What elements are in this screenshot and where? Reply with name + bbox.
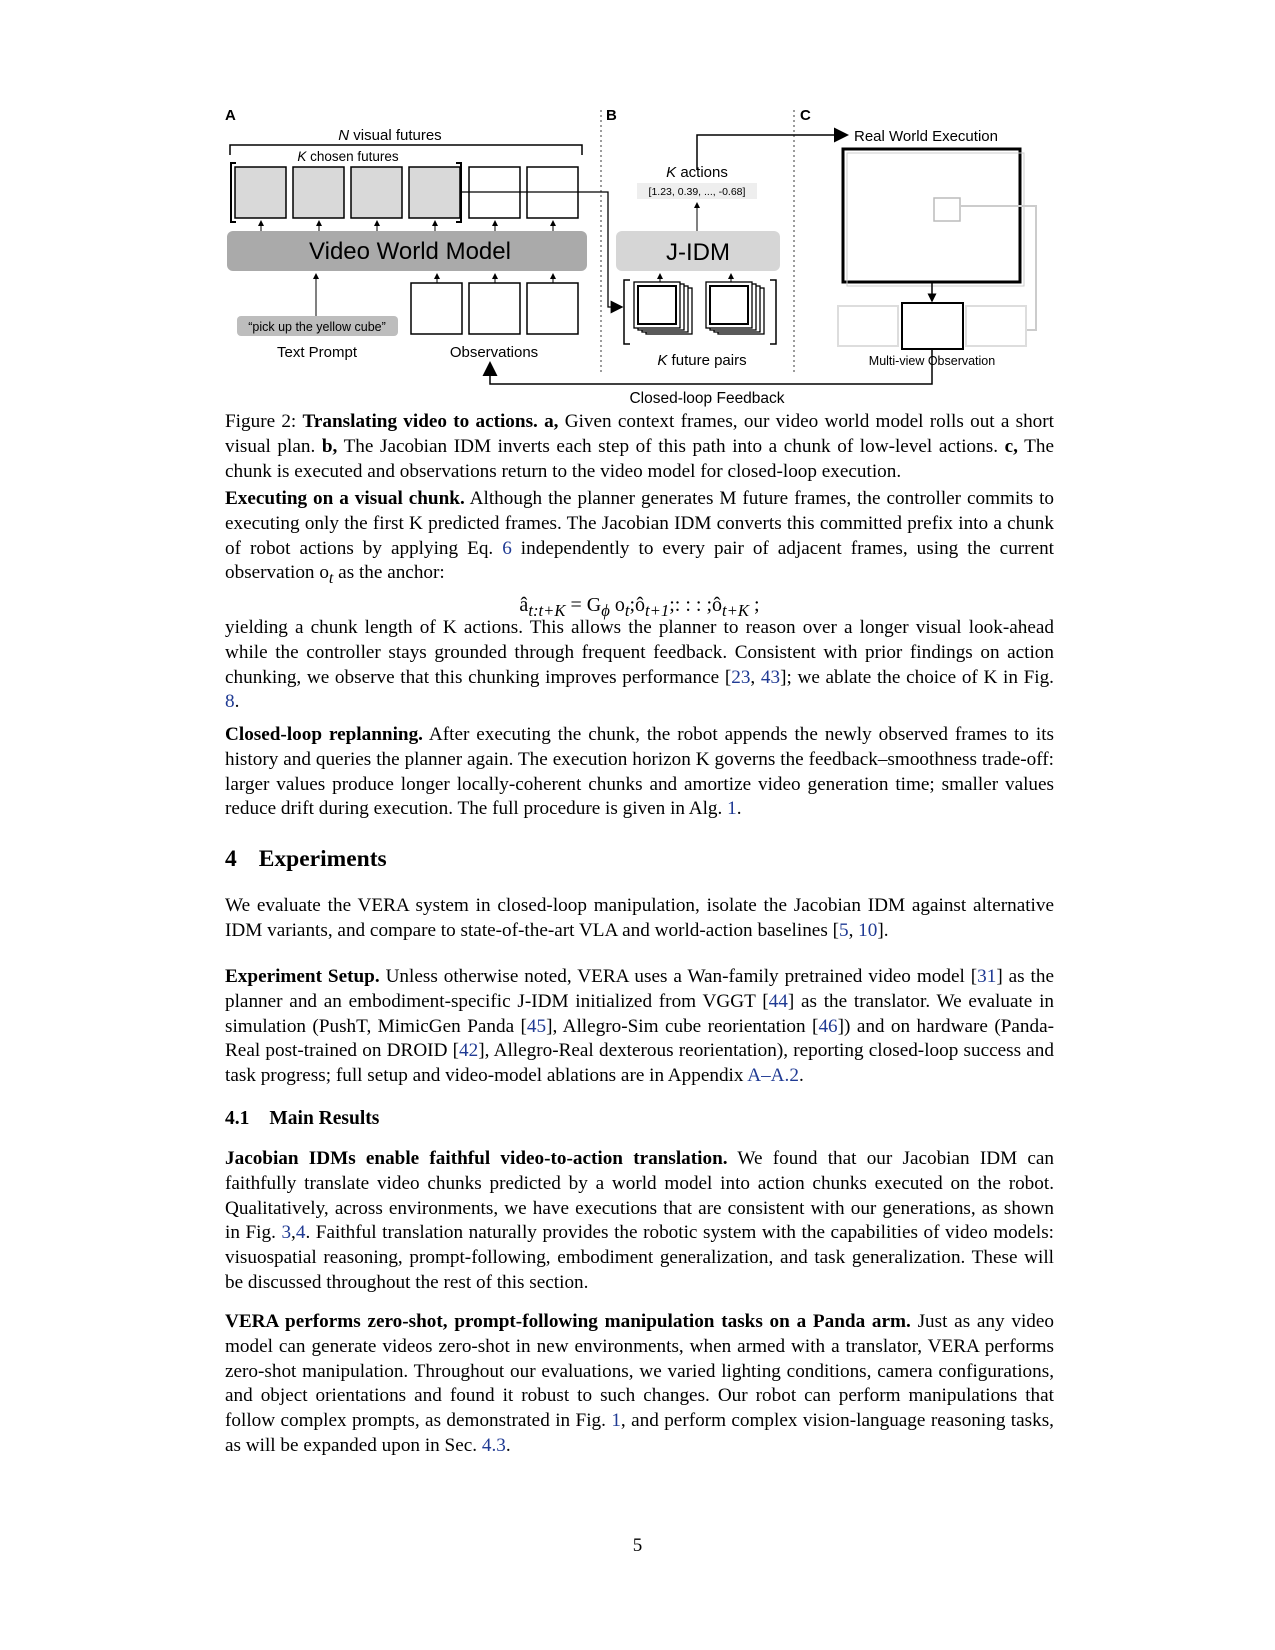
section-number: 4 bbox=[225, 846, 237, 872]
k-actions-label: K actions bbox=[666, 164, 728, 181]
paragraph-lead: Experiment Setup. bbox=[225, 966, 380, 987]
caption-prefix: Figure 2: bbox=[225, 411, 303, 432]
paragraph-text: ], Allegro-Real dexterous reorientation), reporting closed-loop success and task progress; full setup and video-model ablations are in Appendix bbox=[225, 1040, 1054, 1087]
paragraph-text: . bbox=[234, 691, 240, 713]
paragraph-text: , bbox=[848, 919, 859, 941]
paragraph-text: We evaluate the VERA system in closed-loop manipulation, isolate the Jacobian IDM against alternative IDM variants, and compare to state-of-the-art VLA and world-action baselines [ bbox=[225, 895, 1054, 941]
eq-args: ;: : : ;ô bbox=[669, 594, 723, 616]
figure-ref-link[interactable]: 3 bbox=[281, 1222, 292, 1244]
paragraph-text: ] as the planner and an embodiment-specific J-IDM initialized from VGGT [ bbox=[225, 966, 1054, 1012]
chosen-future-frame bbox=[235, 167, 286, 218]
eq-lhs: â bbox=[519, 594, 529, 616]
citation-link[interactable]: 43 bbox=[760, 666, 781, 688]
figure-2-diagram bbox=[0, 0, 1275, 410]
caption-c-label: c, bbox=[998, 435, 1018, 457]
section-ref-link[interactable]: 4.3 bbox=[481, 1434, 506, 1456]
chosen-future-frame bbox=[293, 167, 344, 218]
observation-frame bbox=[411, 283, 462, 334]
citation-link[interactable]: 23 bbox=[731, 666, 751, 688]
paragraph-yielding bbox=[225, 616, 1054, 715]
eq-args: ;ô bbox=[629, 594, 646, 616]
paragraph-text: ]; we ablate the choice of K in Fig. bbox=[780, 666, 1054, 688]
citation-link[interactable]: 46 bbox=[818, 1015, 838, 1037]
eq-subscript: t+K bbox=[722, 601, 750, 620]
eq-args: o bbox=[609, 594, 625, 616]
paragraph-text: yielding a chunk length of K actions. This allows the planner to reason over a longer visual look-ahead while the controller stays grounded through frequent feedback. Consistent with prior findings on action chunking, we observe that this chunking improves performance [ bbox=[225, 617, 1054, 688]
paragraph-text: , bbox=[291, 1222, 296, 1244]
multiview-ghost-right bbox=[966, 306, 1026, 346]
multiview-ghost-left bbox=[838, 306, 898, 346]
execution-inner-view bbox=[934, 198, 960, 221]
subsection-heading bbox=[225, 1108, 379, 1130]
observation-frame bbox=[469, 283, 520, 334]
paragraph-text: ] as the translator. We evaluate in simulation (PushT, MimicGen Panda [ bbox=[225, 990, 1054, 1037]
paragraph-text: Unless otherwise noted, VERA uses a Wan-family pretrained video model [ bbox=[379, 966, 978, 987]
eq-args: ; bbox=[749, 594, 760, 616]
citation-link[interactable]: 31 bbox=[977, 966, 997, 987]
paragraph-text: Just as any video model can generate videos zero-shot in new environments, when armed with a translator, VERA performs zero-shot manipulation. Throughout our evaluations, we varied lighting conditions, camera configurations, and object orientations and found it robust to such changes. Our robot can perform manipulations that follow complex prompts, as demonstrated in Fig. bbox=[225, 1311, 1054, 1432]
observation-frame bbox=[527, 283, 578, 334]
equation-ref-link[interactable]: 6 bbox=[502, 537, 512, 559]
paragraph-text: ]) and on hardware (Panda-Real post-trained on DROID [ bbox=[225, 1015, 1054, 1062]
paragraph-text: We found that our Jacobian IDM can faithfully translate video chunks predicted by a world model into action chunks executed on the robot. Qualitatively, across environments, we have executions that are consistent with our generations, as shown in Fig. bbox=[225, 1148, 1054, 1244]
prompt-bubble-text: “pick up the yellow cube” bbox=[248, 320, 386, 334]
n-visual-futures-bracket bbox=[230, 145, 582, 155]
section-title: Experiments bbox=[258, 846, 387, 872]
caption-b-text: The Jacobian IDM inverts each step of this path into a chunk of low-level actions. bbox=[337, 435, 998, 457]
figure-caption bbox=[225, 410, 1054, 484]
math-subscript: t bbox=[328, 570, 334, 588]
caption-title: Translating video to actions. bbox=[302, 411, 538, 432]
panel-label-b: B bbox=[606, 107, 617, 124]
eq-subscript: ϕ bbox=[601, 601, 610, 620]
pairs-bracket-left bbox=[624, 280, 630, 344]
paragraph-lead: Closed-loop replanning. bbox=[225, 724, 423, 745]
paragraph-lead: VERA performs zero-shot, prompt-following manipulation tasks on a Panda arm. bbox=[225, 1311, 911, 1332]
real-world-execution-label: Real World Execution bbox=[854, 128, 998, 145]
paragraph-text: ]. bbox=[877, 919, 889, 941]
figure-ref-link[interactable]: 4 bbox=[295, 1222, 306, 1244]
citation-link[interactable]: 44 bbox=[768, 990, 788, 1012]
paragraph-text: independently to every pair of adjacent frames, using the current observation o bbox=[225, 537, 1055, 584]
citation-link[interactable]: 42 bbox=[459, 1040, 479, 1062]
chosen-future-frame bbox=[409, 167, 460, 218]
multiview-frame bbox=[902, 303, 963, 349]
text-prompt-label: Text Prompt bbox=[276, 344, 358, 361]
paragraph-text: . bbox=[736, 798, 742, 820]
eq-subscript: t+1 bbox=[645, 601, 670, 620]
paragraph-text: . bbox=[505, 1434, 511, 1456]
future-pair-stack bbox=[706, 282, 764, 334]
algorithm-ref-link[interactable]: 1 bbox=[727, 798, 737, 820]
subsection-title: Main Results bbox=[269, 1108, 380, 1129]
observations-label: Observations bbox=[449, 344, 539, 361]
paragraph-text: Although the planner generates M future frames, the controller commits to executing only the first K predicted frames. The Jacobian IDM converts this committed prefix into a chunk of robot actions by applying Eq. bbox=[225, 488, 1054, 559]
citation-link[interactable]: 45 bbox=[526, 1015, 547, 1037]
eq-operator: = G bbox=[565, 594, 602, 616]
closed-loop-feedback-label: Closed-loop Feedback bbox=[629, 390, 785, 407]
paragraph-text: . bbox=[798, 1065, 804, 1087]
pairs-bracket-right bbox=[770, 280, 776, 344]
eq-subscript: t:t+K bbox=[528, 601, 566, 620]
paragraph-text: as the anchor: bbox=[333, 562, 445, 584]
execution-frame bbox=[843, 149, 1020, 282]
subsection-number: 4.1 bbox=[225, 1108, 250, 1129]
multi-view-observation-label: Multi-view Observation bbox=[868, 354, 996, 368]
paragraph-text: , bbox=[750, 666, 761, 688]
paragraph-lead: Jacobian IDMs enable faithful video-to-action translation. bbox=[225, 1148, 728, 1169]
citation-link[interactable]: 5 bbox=[838, 919, 849, 941]
chosen-future-frame bbox=[351, 167, 402, 218]
paragraph-text: . Faithful translation naturally provides the robotic system with the capabilities of video models: visuospatial reasoning, prompt-following, embodiment generalization, and task generalization. These will be discussed throughout the rest of this section. bbox=[225, 1222, 1054, 1293]
paragraph-vera bbox=[225, 1310, 1054, 1459]
appendix-ref-link[interactable]: A–A.2 bbox=[747, 1065, 799, 1087]
paragraph-text: ], Allegro-Sim cube reorientation [ bbox=[546, 1015, 819, 1037]
n-visual-futures-label: N visual futures bbox=[338, 127, 442, 144]
paragraph-lead: Executing on a visual chunk. bbox=[225, 488, 465, 509]
figure-ref-link[interactable]: 8 bbox=[225, 691, 235, 713]
caption-c-text: The chunk is executed and observations return to the video model for closed-loop execution. bbox=[225, 435, 1054, 482]
paragraph-text: , and perform complex vision-language reasoning tasks, as will be expanded upon in Sec. bbox=[225, 1410, 1054, 1456]
citation-link[interactable]: 10 bbox=[858, 919, 878, 941]
eq-subscript: t bbox=[624, 601, 630, 620]
video-world-model-label: Video World Model bbox=[309, 238, 511, 265]
paragraph-executing bbox=[225, 487, 1054, 592]
page-number: 5 bbox=[632, 1535, 643, 1556]
action-values: [1.23, 0.39, ..., -0.68] bbox=[648, 186, 746, 198]
paragraph-text: After executing the chunk, the robot appends the newly observed frames to its history and queries the planner again. The execution horizon K governs the feedback–smoothness trade-off: larger values produce longer locally-coherent chunks and amortize video generation time; smaller values reduce drift during execution. The full procedure is given in Alg. bbox=[225, 724, 1054, 820]
panel-label-c: C bbox=[800, 107, 811, 124]
future-pair-stack bbox=[634, 282, 692, 334]
paragraph-setup bbox=[225, 965, 1054, 1089]
paragraph-jacobian bbox=[225, 1147, 1054, 1296]
caption-a-text: Given context frames, our video world model rolls out a short visual plan. bbox=[225, 411, 1054, 457]
section-heading bbox=[225, 846, 387, 873]
jidm-label: J-IDM bbox=[666, 239, 730, 266]
figure-ref-link[interactable]: 1 bbox=[611, 1410, 621, 1432]
caption-b-label: b, bbox=[315, 435, 338, 457]
caption-a-label: a, bbox=[537, 411, 559, 432]
panel-label-a: A bbox=[225, 107, 236, 124]
paragraph-evaluate bbox=[225, 894, 1054, 944]
k-future-pairs-label: K future pairs bbox=[657, 352, 747, 369]
paragraph-closed-loop bbox=[225, 723, 1054, 822]
k-chosen-futures-label: K chosen futures bbox=[297, 149, 399, 164]
